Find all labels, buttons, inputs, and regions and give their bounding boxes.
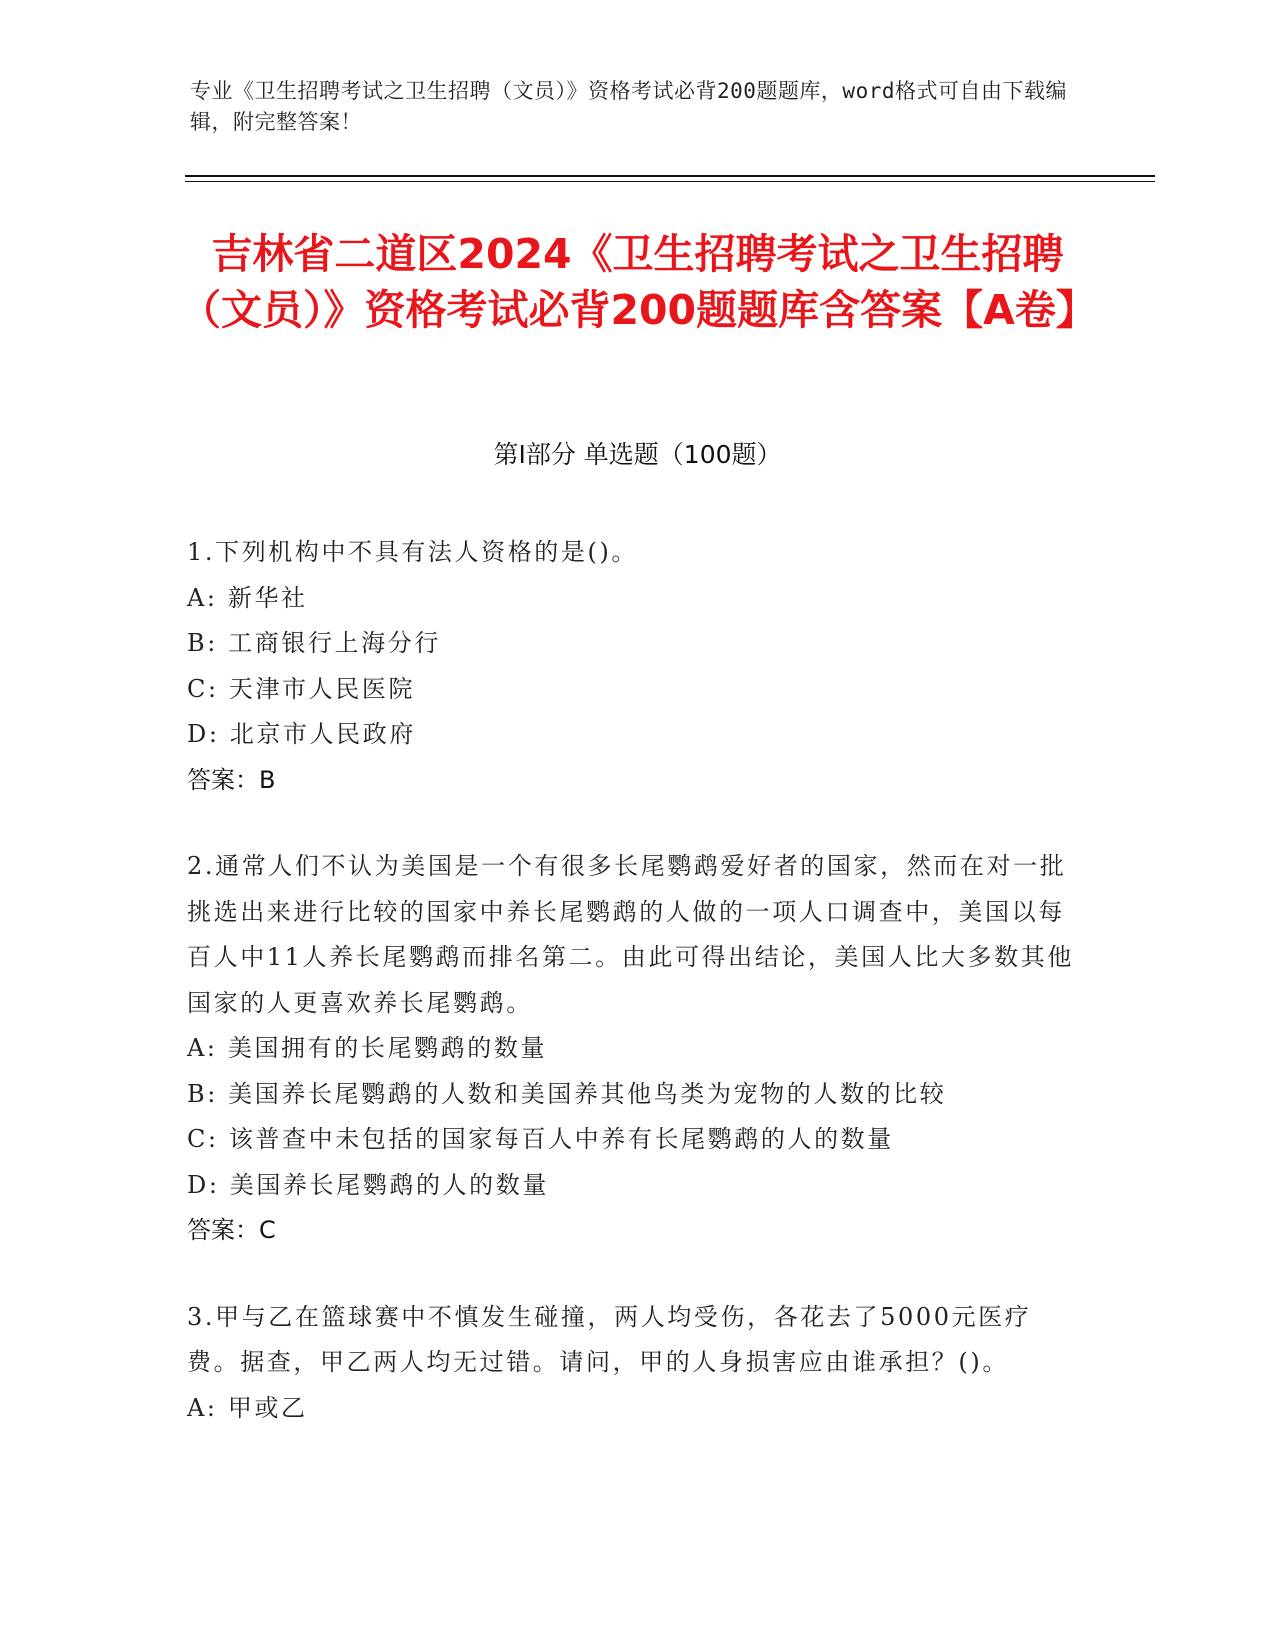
question-2 — [187, 844, 1077, 1254]
option-a: A: 美国拥有的长尾鹦鹉的数量 — [187, 1034, 548, 1062]
option-d: D: 北京市人民政府 — [187, 720, 416, 748]
option-d: D: 美国养长尾鹦鹉的人的数量 — [187, 1170, 549, 1199]
header-divider-thin — [185, 181, 1155, 182]
header-note: 专业《卫生招聘考试之卫生招聘（文员）》资格考试必背200题题库，word格式可自由下载编辑，附完整答案！ — [190, 79, 1067, 134]
question-list — [187, 530, 1077, 1472]
answer: 答案：B — [187, 765, 276, 794]
option-a: A: 新华社 — [187, 583, 308, 612]
question-stem: 2.通常人们不认为美国是一个有很多长尾鹦鹉爱好者的国家，然而在对一批挑选出来进行比较的国家中养长尾鹦鹉的人做的一项人口调查中，美国以每百人中11人养长尾鹦鹉而排名第二。由此可得出结论，美国人比大多数其他国家的人更喜欢养长尾鹦鹉。 — [187, 852, 1074, 1017]
question-stem: 1.下列机构中不具有法人资格的是()。 — [187, 538, 639, 566]
option-b: B: 工商银行上海分行 — [187, 629, 441, 657]
answer: 答案：C — [187, 1216, 276, 1244]
option-c: C: 天津市人民医院 — [187, 674, 416, 703]
question-3 — [187, 1295, 1077, 1432]
section-title: 第Ⅰ部分 单选题（100题） — [493, 440, 782, 469]
document-title: 吉林省二道区2024《卫生招聘考试之卫生招聘（文员）》资格考试必背200题题库含答案【A卷】 — [180, 230, 1097, 334]
option-b: B: 美国养长尾鹦鹉的人数和美国养其他鸟类为宠物的人数的比较 — [187, 1079, 947, 1108]
option-a: A: 甲或乙 — [187, 1393, 308, 1422]
question-stem: 3.甲与乙在篮球赛中不慎发生碰撞，两人均受伤，各花去了5000元医疗费。据查，甲乙两人均无过错。请问，甲的人身损害应由谁承担？()。 — [187, 1302, 1032, 1376]
question-1 — [187, 530, 1077, 803]
option-c: C: 该普查中未包括的国家每百人中养有长尾鹦鹉的人的数量 — [187, 1125, 894, 1153]
header-divider — [185, 175, 1155, 177]
